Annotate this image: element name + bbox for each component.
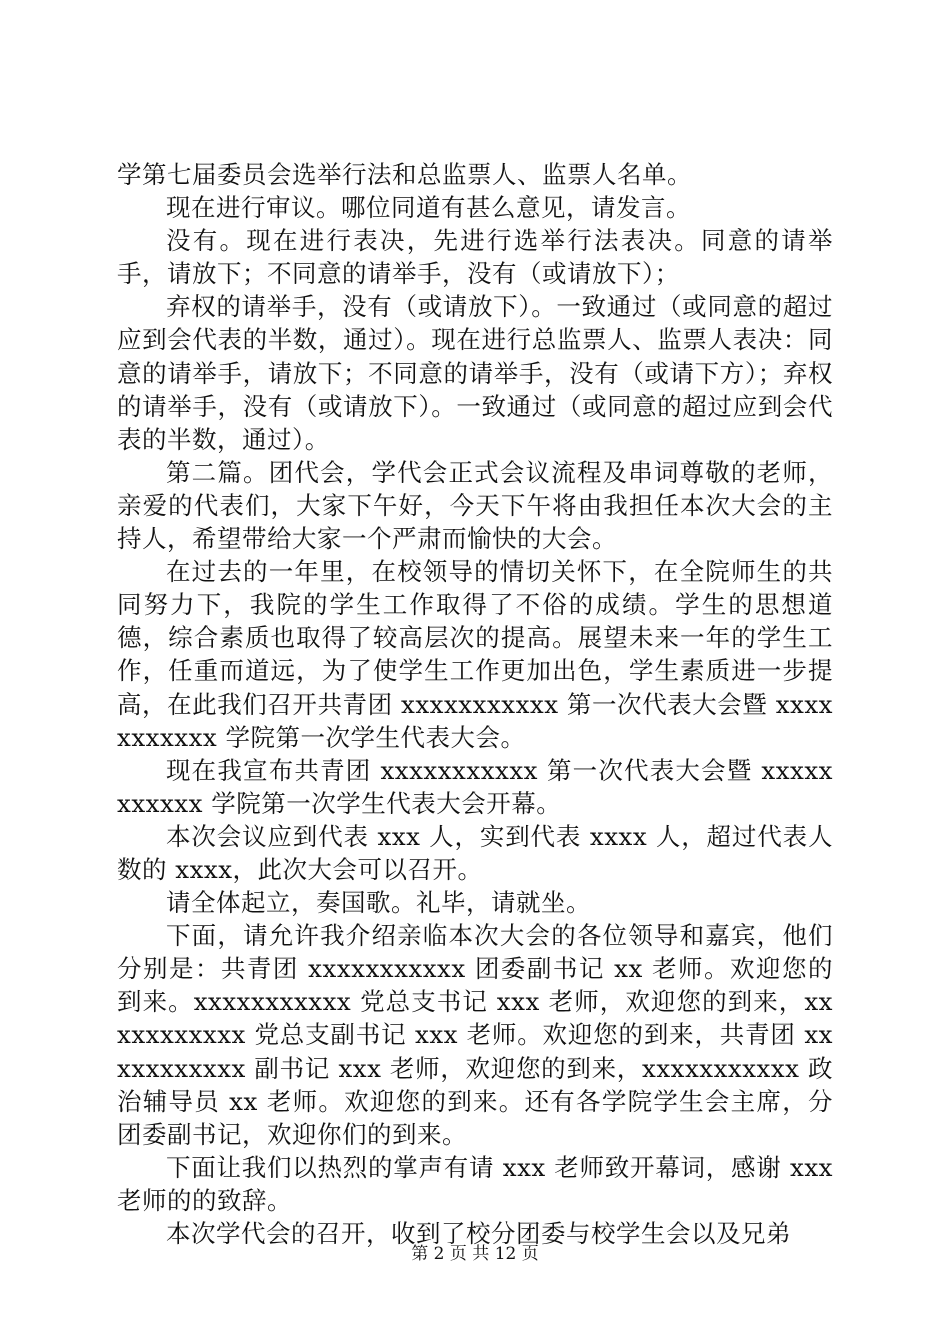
- document-body: [117, 158, 833, 1250]
- paragraph-5: 第二篇。团代会，学代会正式会议流程及串词尊敬的老师，亲爱的代表们，大家下午好，今天下午将由我担任本次大会的主持人，希望带给大家一个严肃而愉快的大会。: [117, 457, 833, 554]
- paragraph-9: 请全体起立，奏国歌。礼毕，请就坐。: [166, 888, 591, 918]
- paragraph-2: 现在进行审议。哪位同道有甚么意见，请发言。: [166, 193, 691, 223]
- paragraph-4: 弃权的请举手，没有（或请放下）。一致通过（或同意的超过应到会代表的半数，通过）。现在进行总监票人、监票人表决：同意的请举手，请放下；不同意的请举手，没有（或请下方）；弃权的请举手，没有（或请放下）。一致通过（或同意的超过应到会代表的半数，通过）。: [117, 292, 833, 454]
- paragraph-7: 现在我宣布共青团 xxxxxxxxxxx 第一次代表大会暨 xxxxxxxxxxx 学院第一次学生代表大会开幕。: [117, 755, 833, 818]
- paragraph-3: 没有。现在进行表决，先进行选举行法表决。同意的请举手，请放下；不同意的请举手，没有（或请放下）；: [117, 226, 833, 289]
- page-number-footer: 第 2 页 共 12 页: [411, 1244, 539, 1264]
- paragraph-8: 本次会议应到代表 xxx 人，实到代表 xxxx 人，超过代表人数的 xxxx，此次大会可以召开。: [117, 821, 833, 884]
- paragraph-11: 下面让我们以热烈的掌声有请 xxx 老师致开幕词，感谢 xxx 老师的的致辞。: [117, 1152, 833, 1215]
- paragraph-10: 下面，请允许我介绍亲临本次大会的各位领导和嘉宾，他们分别是：共青团 xxxxxxxxxxx 团委副书记 xx 老师。欢迎您的到来。xxxxxxxxxxx 党总支书记 xxx 老师，欢迎您的到来，xxxxxxxxxxx 党总支副书记 xxx 老师。欢迎您的到来，共青团 xxxxxxxxxxx 副书记 xxx 老师，欢迎您的到来，xxxxxxxxxxx 政治辅导员 xx 老师。欢迎您的到来。还有各学院学生会主席，分团委副书记，欢迎你们的到来。: [117, 921, 833, 1149]
- paragraph-6: 在过去的一年里，在校领导的情切关怀下，在全院师生的共同努力下，我院的学生工作取得了不俗的成绩。学生的思想道德，综合素质也取得了较高层次的提高。展望未来一年的学生工作，任重而道远，为了使学生工作更加出色，学生素质进一步提高，在此我们召开共青团 xxxxxxxxxxx 第一次代表大会暨 xxxxxxxxxxx 学院第一次学生代表大会。: [117, 557, 833, 752]
- paragraph-12: 本次学代会的召开，收到了校分团委与校学生会以及兄弟: [166, 1219, 791, 1248]
- paragraph-1: 学第七届委员会选举行法和总监票人、监票人名单。: [117, 160, 692, 189]
